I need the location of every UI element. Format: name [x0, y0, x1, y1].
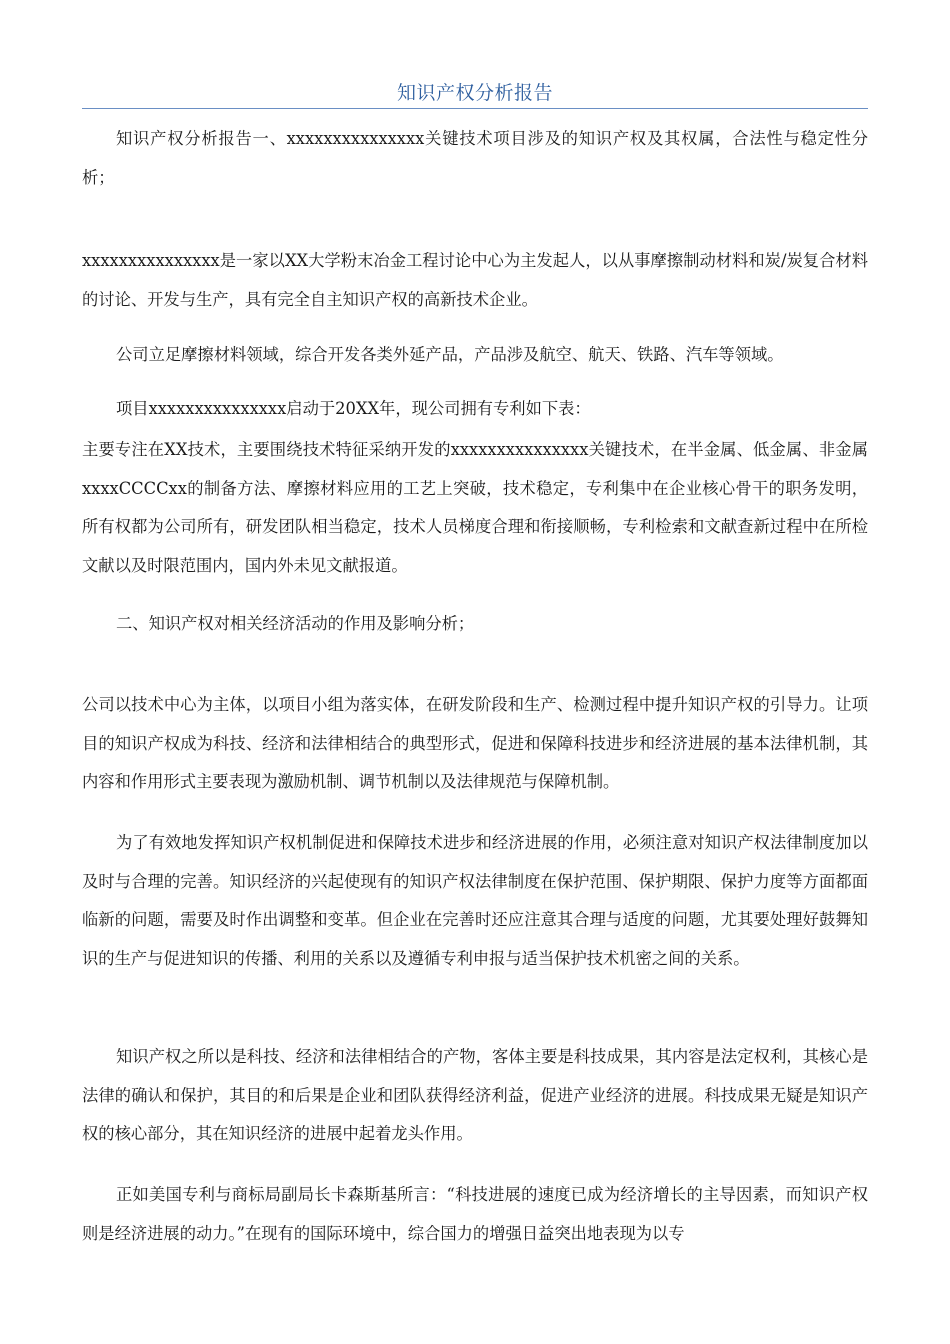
header-divider: [82, 108, 868, 109]
paragraph-field: 公司立足摩擦材料领域，综合开发各类外延产品，产品涉及航空、航天、铁路、汽车等领域。: [116, 345, 784, 364]
paragraph-legal-system: 为了有效地发挥知识产权机制促进和保障技术进步和经济进展的作用，必须注意对知识产权法律制度加以及时与合理的完善。知识经济的兴起使现有的知识产权法律制度在保护范围、保护期限、保护力度等方面都面临新的问题，需要及时作出调整和变革。但企业在完善时还应注意其合理与适度的问题，尤其要处理好鼓舞知识的生产与促进知识的传播、利用的关系以及遵循专利申报与适当保护技术机密之间的关系。: [82, 833, 868, 968]
paragraph-technology: 主要专注在XX技术，主要围绕技术特征采纳开发的xxxxxxxxxxxxxxx关键技术，在半金属、低金属、非金属xxxxCCCCxx的制备方法、摩擦材料应用的工艺上突破，技术稳定，专利集中在企业核心骨干的职务发明，所有权都为公司所有，研发团队相当稳定，技术人员梯度合理和衔接顺畅，专利检索和文献查新过程中在所检文献以及时限范围内，国内外未见文献报道。: [82, 440, 868, 575]
section-heading-two: 二、知识产权对相关经济活动的作用及影响分析；: [116, 614, 475, 633]
paragraph-intro: 知识产权分析报告一、xxxxxxxxxxxxxxx关键技术项目涉及的知识产权及其权属，合法性与稳定性分析；: [82, 129, 868, 187]
paragraph-tech-center: 公司以技术中心为主体，以项目小组为落实体，在研发阶段和生产、检测过程中提升知识产权的引导力。让项目的知识产权成为科技、经济和法律相结合的典型形式，促进和保障科技进步和经济进展的基本法律机制，其内容和作用形式主要表现为激励机制、调节机制以及法律规范与保障机制。: [82, 695, 868, 792]
paragraph-ip-nature: 知识产权之所以是科技、经济和法律相结合的产物，客体主要是科技成果，其内容是法定权利，其核心是法律的确认和保护，其目的和后果是企业和团队获得经济利益，促进产业经济的进展。科技成果无疑是知识产权的核心部分，其在知识经济的进展中起着龙头作用。: [82, 1047, 868, 1144]
paragraph-quote: 正如美国专利与商标局副局长卡森斯基所言：“科技进展的速度已成为经济增长的主导因素，而知识产权则是经济进展的动力。”在现有的国际环境中，综合国力的增强日益突出地表现为以专: [82, 1185, 868, 1243]
paragraph-company: xxxxxxxxxxxxxxx是一家以XX大学粉末冶金工程讨论中心为主发起人，以从事摩擦制动材料和炭/炭复合材料的讨论、开发与生产，具有完全自主知识产权的高新技术企业。: [82, 251, 868, 309]
paragraph-project: 项目xxxxxxxxxxxxxxx启动于20XX年，现公司拥有专利如下表：: [116, 399, 591, 418]
document-title: 知识产权分析报告: [396, 82, 553, 104]
